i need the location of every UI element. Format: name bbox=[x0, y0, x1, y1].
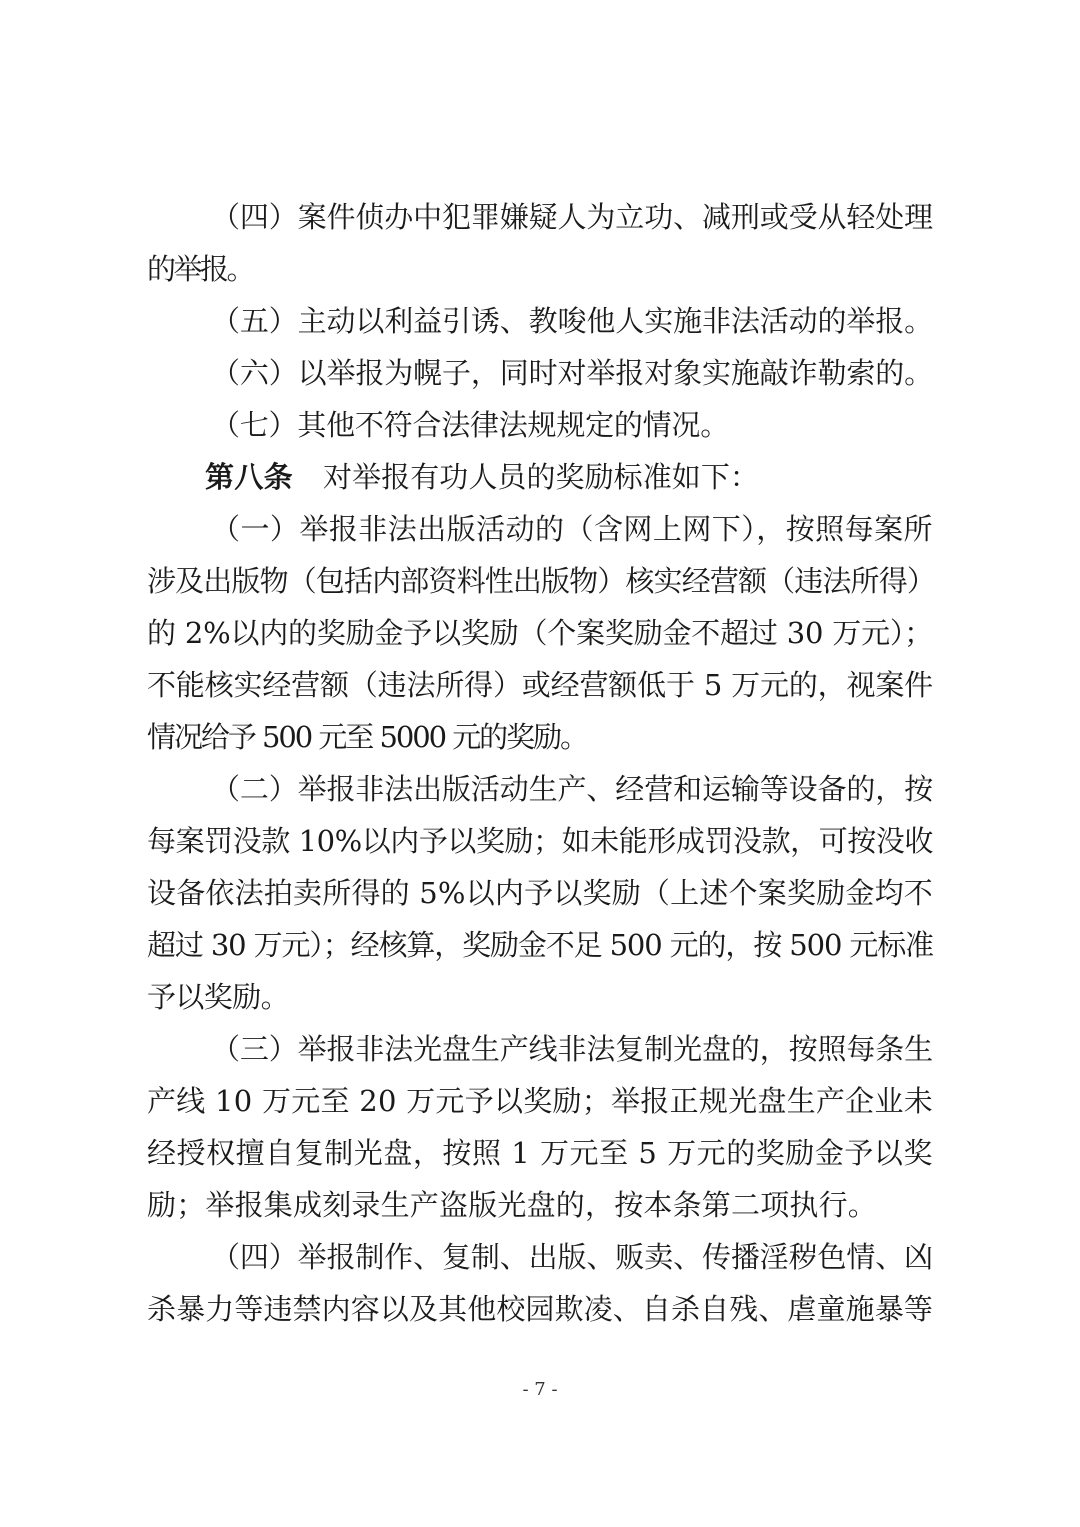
line-text: （四）举报制作、复制、出版、贩卖、传播淫秽色情、凶 bbox=[211, 1240, 933, 1274]
text-line bbox=[147, 1081, 933, 1121]
article-heading-text: 对举报有功人员的奖励标准如下： bbox=[323, 460, 759, 494]
line-text: （三）举报非法光盘生产线非法复制光盘的，按照每条生 bbox=[211, 1032, 933, 1066]
text-line bbox=[147, 717, 587, 757]
line-text: （七）其他不符合法律法规规定的情况。 bbox=[211, 408, 729, 442]
line-text: 每案罚没款 10%以内予以奖励；如未能形成罚没款，可按没收 bbox=[147, 824, 933, 858]
text-line bbox=[147, 821, 933, 861]
text-line bbox=[211, 1237, 933, 1277]
article-heading-line bbox=[205, 457, 293, 497]
text-line bbox=[211, 769, 933, 809]
line-text: 励；举报集成刻录生产盗版光盘的，按本条第二项执行。 bbox=[147, 1188, 877, 1222]
text-line bbox=[147, 1289, 933, 1329]
line-text: 杀暴力等违禁内容以及其他校园欺凌、自杀自残、虐童施暴等 bbox=[147, 1292, 933, 1326]
line-text: （五）主动以利益引诱、教唆他人实施非法活动的举报。 bbox=[211, 304, 933, 338]
article-number: 第八条 bbox=[205, 460, 293, 494]
text-line bbox=[147, 977, 289, 1017]
line-text: （二）举报非法出版活动生产、经营和运输等设备的，按 bbox=[211, 772, 933, 806]
line-text: 经授权擅自复制光盘，按照 1 万元至 5 万元的奖励金予以奖 bbox=[147, 1136, 933, 1170]
line-text: 的 2%以内的奖励金予以奖励（个案奖励金不超过 30 万元）； bbox=[147, 616, 933, 650]
text-line bbox=[147, 665, 933, 705]
text-line bbox=[211, 197, 933, 237]
line-text: 情况给予 500 元至 5000 元的奖励。 bbox=[147, 720, 587, 754]
text-line bbox=[211, 301, 933, 341]
text-line bbox=[147, 873, 933, 913]
line-text: 设备依法拍卖所得的 5%以内予以奖励（上述个案奖励金均不 bbox=[147, 876, 933, 910]
page-number: - 7 - bbox=[522, 1379, 558, 1400]
text-line bbox=[147, 1185, 877, 1225]
text-line bbox=[211, 353, 933, 393]
text-line bbox=[211, 1029, 933, 1069]
line-text: 超过 30 万元）；经核算，奖励金不足 500 元的，按 500 元标准 bbox=[147, 928, 933, 962]
text-line bbox=[147, 249, 253, 289]
line-text: 涉及出版物（包括内部资料性出版物）核实经营额（违法所得） bbox=[147, 564, 935, 598]
text-line bbox=[211, 405, 729, 445]
line-text: （一）举报非法出版活动的（含网上网下），按照每案所 bbox=[211, 512, 933, 546]
line-text: 的举报。 bbox=[147, 252, 253, 286]
text-line bbox=[147, 561, 935, 601]
text-line bbox=[211, 509, 933, 549]
text-line bbox=[147, 613, 933, 653]
line-text: 不能核实经营额（违法所得）或经营额低于 5 万元的，视案件 bbox=[147, 668, 933, 702]
text-line bbox=[147, 1133, 933, 1173]
line-text: （四）案件侦办中犯罪嫌疑人为立功、减刑或受从轻处理 bbox=[211, 200, 933, 234]
line-text: 予以奖励。 bbox=[147, 980, 289, 1014]
text-line bbox=[147, 925, 933, 965]
line-text: 产线 10 万元至 20 万元予以奖励；举报正规光盘生产企业未 bbox=[147, 1084, 933, 1118]
line-text: （六）以举报为幌子，同时对举报对象实施敲诈勒索的。 bbox=[211, 356, 933, 390]
text-line bbox=[323, 457, 759, 497]
